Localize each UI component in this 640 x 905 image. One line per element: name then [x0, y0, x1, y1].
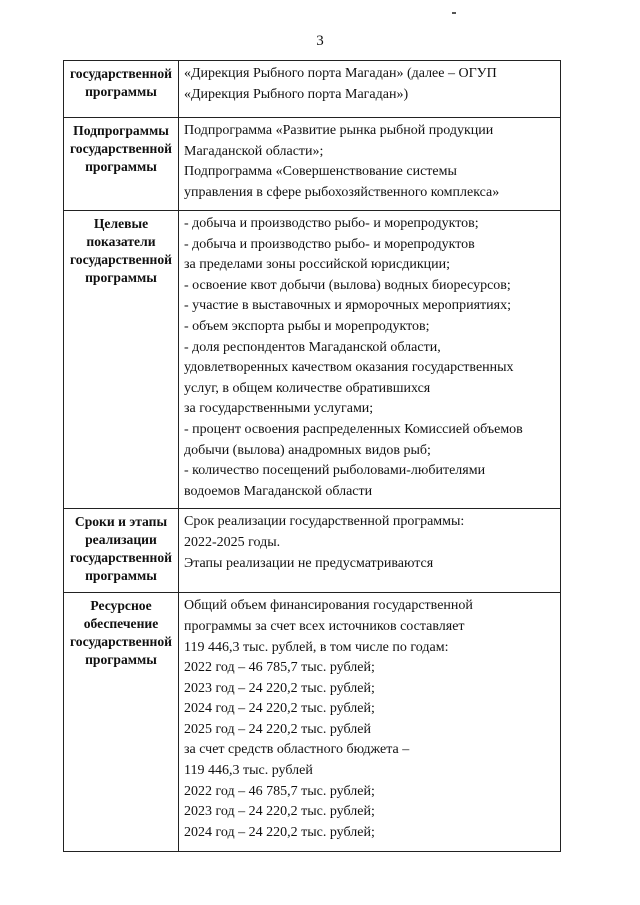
content-line: 119 446,3 тыс. рублей, в том числе по годам:: [184, 639, 449, 655]
label-line: государственной: [69, 66, 173, 81]
content-line: Этапы реализации не предусматриваются: [184, 555, 434, 571]
label-line: обеспечение: [83, 616, 159, 632]
label-line: Ресурсное: [90, 598, 152, 614]
label-line: государственной: [69, 550, 173, 566]
label-line: программы: [85, 270, 157, 285]
label-line: Сроки и этапы: [74, 514, 168, 530]
content-line: добычи (вылова) анадромных видов рыб;: [184, 442, 431, 458]
row-label-cell: [64, 509, 179, 593]
content-line: водоемов Магаданской области: [184, 483, 373, 499]
table-row: [64, 61, 561, 118]
label-line: реализации: [85, 532, 157, 548]
row-content: [179, 593, 560, 849]
content-line: - объем экспорта рыбы и морепродуктов;: [184, 318, 430, 334]
content-line: 2024 год – 24 220,2 тыс. рублей;: [184, 701, 375, 717]
content-line: - доля респондентов Магаданской области,: [184, 339, 441, 355]
row-label-cell: [64, 61, 179, 118]
content-line: «Дирекция Рыбного порта Магадан»): [184, 86, 409, 102]
label-line: государственной: [69, 141, 173, 156]
row-content: [179, 509, 560, 580]
content-line: 2025 год – 24 220,2 тыс. рублей: [184, 721, 371, 737]
label-line: государственной: [69, 634, 173, 650]
content-line: «Дирекция Рыбного порта Магадан» (далее – ОГУП: [184, 66, 497, 81]
content-line: Срок реализации государственной программы:: [184, 514, 465, 530]
table-row: [64, 509, 561, 593]
row-content: [179, 118, 560, 209]
content-line: услуг, в общем количестве обратившихся: [184, 380, 431, 396]
label-line: Целевые: [93, 216, 149, 231]
page-number: 3: [316, 33, 324, 49]
row-label-cell: [64, 211, 179, 509]
content-line: - участие в выставочных и ярморочных мероприятиях;: [184, 298, 511, 314]
row-label-cell: [64, 118, 179, 211]
content-line: Магаданской области»;: [184, 143, 324, 159]
row-content-cell: [179, 61, 561, 118]
content-line: - добыча и производство рыбо- и морепродуктов: [184, 236, 475, 252]
label-line: государственной: [69, 252, 173, 267]
content-line: за пределами зоны российской юрисдикции;: [184, 257, 451, 273]
label-line: программы: [85, 84, 157, 99]
row-label: [64, 118, 178, 176]
content-line: удовлетворенных качеством оказания государственных: [184, 360, 514, 376]
scan-mark: [452, 12, 456, 14]
row-label: [64, 509, 178, 585]
row-content-cell: [179, 211, 561, 509]
row-label: [64, 211, 178, 287]
row-label-cell: [64, 593, 179, 852]
content-line: - процент освоения распределенных Комиссией объемов: [184, 421, 523, 437]
content-line: управления в сфере рыбохозяйственного комплекса»: [184, 184, 500, 200]
content-line: за счет средств областного бюджета –: [184, 742, 410, 758]
label-line: показатели: [86, 234, 156, 249]
content-line: - добыча и производство рыбо- и морепродуктов;: [184, 216, 479, 231]
label-line: Подпрограммы: [73, 123, 169, 138]
content-line: 2022 год – 46 785,7 тыс. рублей;: [184, 783, 375, 799]
row-content-cell: [179, 593, 561, 852]
content-line: Общий объем финансирования государственной: [184, 598, 473, 614]
content-line: программы за счет всех источников составляет: [184, 618, 465, 634]
content-line: Подпрограмма «Развитие рынка рыбной продукции: [184, 123, 494, 138]
row-label: [64, 593, 178, 669]
row-content: [179, 211, 560, 508]
content-line: - количество посещений рыболовами-любителями: [184, 463, 486, 479]
content-line: 2023 год – 24 220,2 тыс. рублей;: [184, 804, 375, 820]
table-row: [64, 593, 561, 852]
content-line: - освоение квот добычи (вылова) водных биоресурсов;: [184, 277, 511, 293]
row-content-cell: [179, 509, 561, 593]
program-passport-table: [63, 60, 561, 852]
content-line: 2022 год – 46 785,7 тыс. рублей;: [184, 660, 375, 676]
content-line: за государственными услугами;: [184, 401, 374, 417]
label-line: программы: [85, 159, 157, 174]
label-line: программы: [85, 652, 157, 668]
content-line: 2022-2025 годы.: [184, 534, 281, 550]
row-content: [179, 61, 560, 111]
table-row: [64, 118, 561, 211]
label-line: программы: [85, 568, 157, 584]
content-line: 2023 год – 24 220,2 тыс. рублей;: [184, 680, 375, 696]
row-content-cell: [179, 118, 561, 211]
content-line: 119 446,3 тыс. рублей: [184, 763, 313, 779]
content-line: Подпрограмма «Совершенствование системы: [184, 164, 457, 180]
table-row: [64, 211, 561, 509]
content-line: 2024 год – 24 220,2 тыс. рублей;: [184, 824, 375, 840]
row-label: [64, 61, 178, 101]
